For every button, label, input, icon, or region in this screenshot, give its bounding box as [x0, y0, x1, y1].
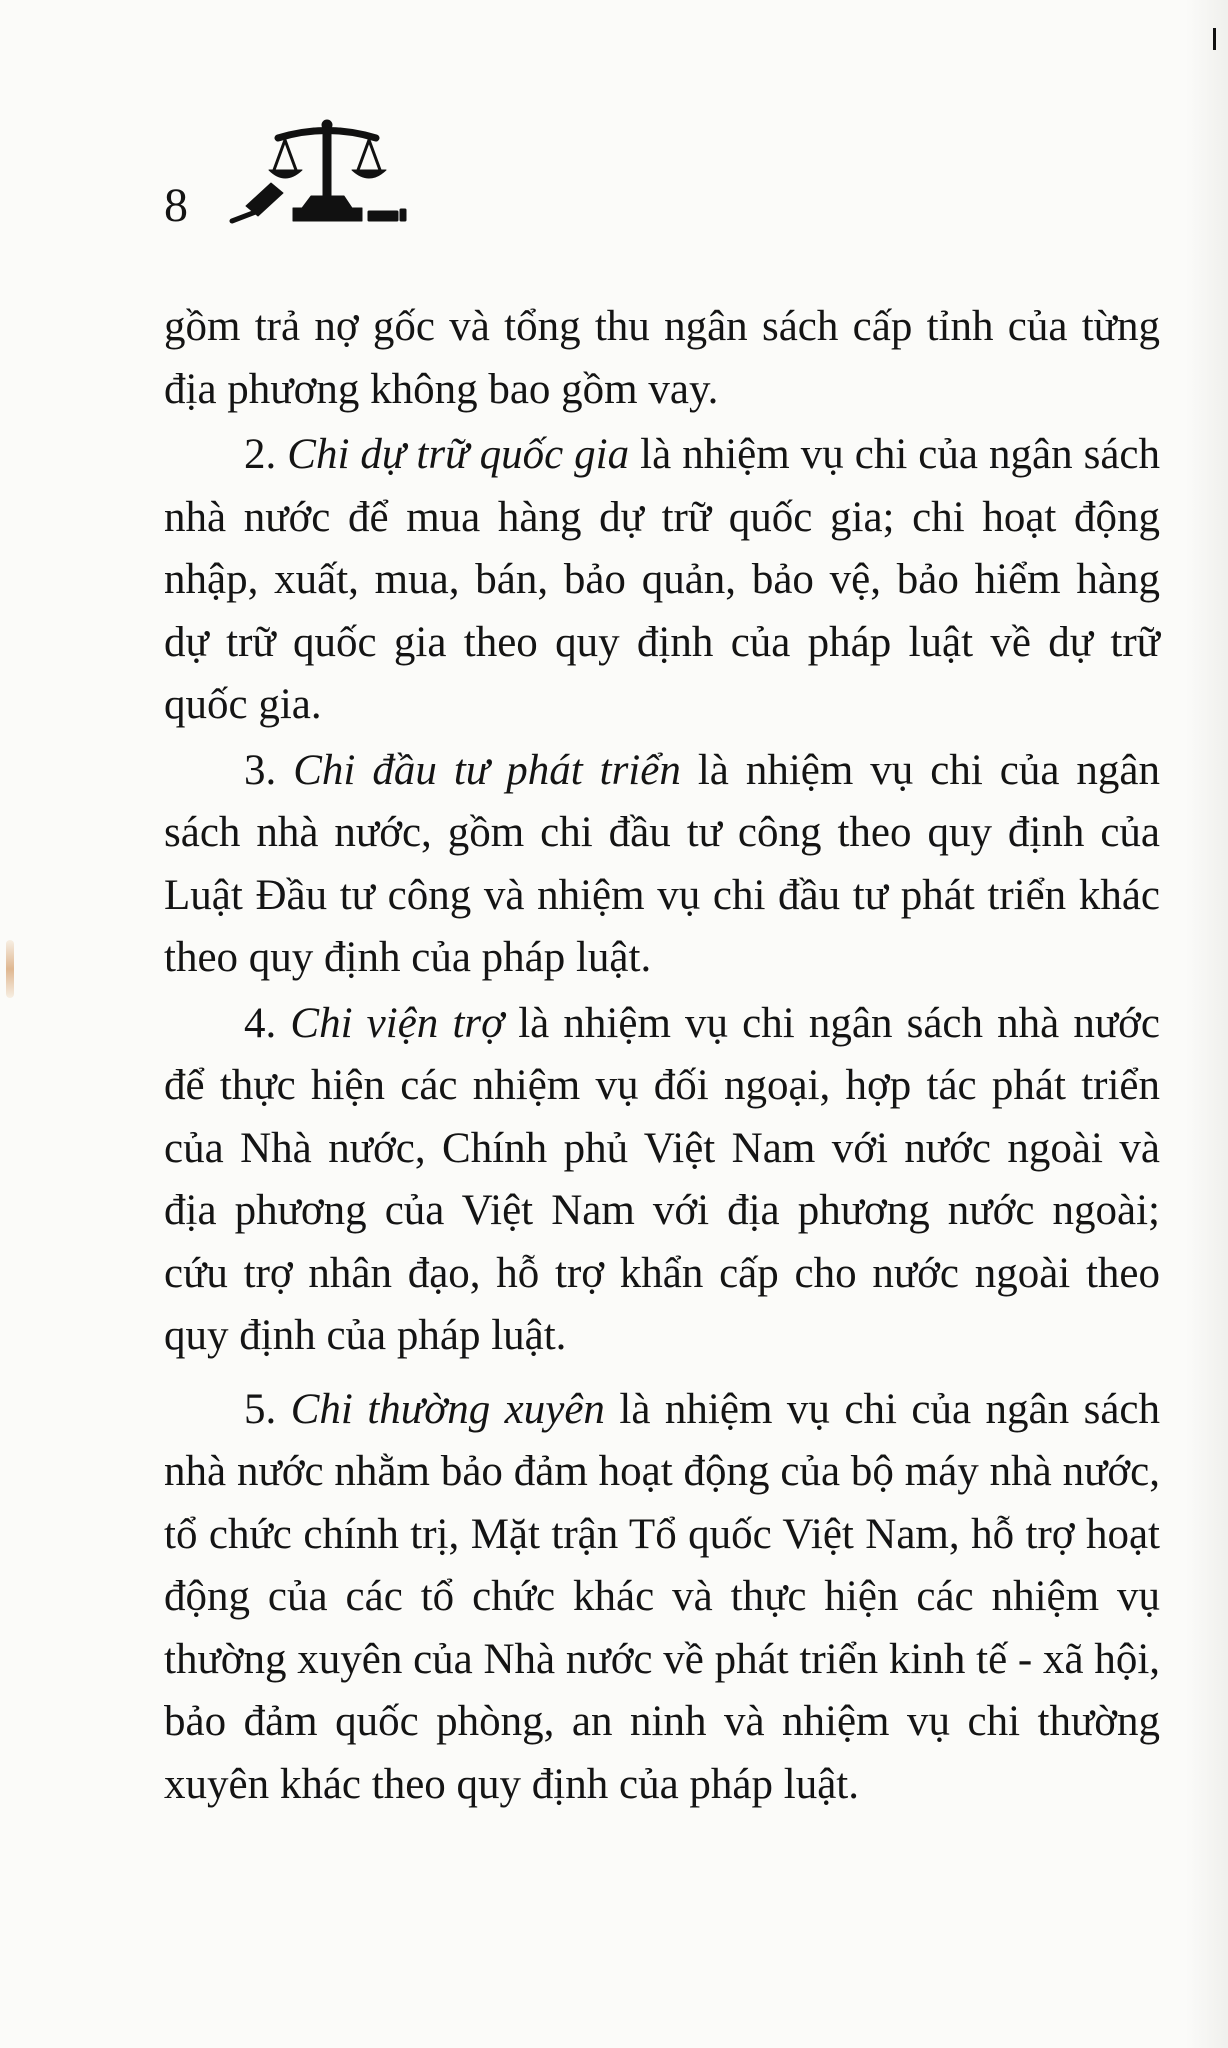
- paragraph-text: là nhiệm vụ chi ngân sách nhà nước để thực hiện các nhiệm vụ đối ngoại, hợp tác phát triển của Nhà nước, Chính phủ Việt Nam với nước ngoài và địa phương của Việt Nam với địa phương nước ngoài; cứu trợ nhân đạo, hỗ trợ khẩn cấp cho nước ngoài theo quy định của pháp luật.: [164, 999, 1161, 1359]
- item-number: 4.: [244, 999, 277, 1047]
- defined-term: Chi đầu tư phát triển: [293, 746, 681, 794]
- paragraph-item-4: [164, 993, 1160, 1368]
- defined-term: Chi viện trợ: [290, 999, 505, 1047]
- page-header: [164, 110, 424, 240]
- defined-term: Chi thường xuyên: [290, 1385, 605, 1433]
- item-number: 5.: [244, 1385, 277, 1433]
- paragraph-item-5: [164, 1379, 1160, 1817]
- page-edge-shadow: [1186, 0, 1228, 2048]
- defined-term: Chi dự trữ quốc gia: [287, 431, 630, 478]
- item-number: 3.: [244, 746, 277, 794]
- paper-stain: [6, 940, 14, 998]
- paragraph-text: là nhiệm vụ chi của ngân sách nhà nước, gồm chi đầu tư công theo quy định của Luật Đầu tư công và nhiệm vụ chi đầu tư phát triển khác theo quy định của pháp luật.: [164, 746, 1161, 981]
- paragraph-text: là nhiệm vụ chi của ngân sách nhà nước để mua hàng dự trữ quốc gia; chi hoạt động nhập, xuất, mua, bán, bảo quản, bảo vệ, bảo hiểm hàng dự trữ quốc gia theo quy định của pháp luật về dự trữ quốc gia.: [164, 431, 1160, 728]
- continued-paragraph: [164, 296, 1160, 421]
- paragraph-text: là nhiệm vụ chi của ngân sách nhà nước nhằm bảo đảm hoạt động của bộ máy nhà nước, tổ chức chính trị, Mặt trận Tổ quốc Việt Nam, hỗ trợ hoạt động của các tổ chức khác và thực hiện các nhiệm vụ thường xuyên của Nhà nước về phát triển kinh tế - xã hội, bảo đảm quốc phòng, an ninh và nhiệm vụ chi thường xuyên khác theo quy định của pháp luật.: [164, 1385, 1161, 1808]
- paragraph-item-3: [164, 740, 1160, 990]
- scales-of-justice-gavel-icon: [224, 110, 414, 226]
- paragraph-item-2: [164, 424, 1160, 737]
- paragraph-text: gồm trả nợ gốc và tổng thu ngân sách cấp tỉnh của từng địa phương không bao gồm vay.: [164, 303, 1160, 413]
- document-body: [164, 296, 1160, 1816]
- page-number: 8: [164, 179, 188, 232]
- scan-edge-mark: [1213, 28, 1216, 50]
- item-number: 2.: [244, 431, 277, 478]
